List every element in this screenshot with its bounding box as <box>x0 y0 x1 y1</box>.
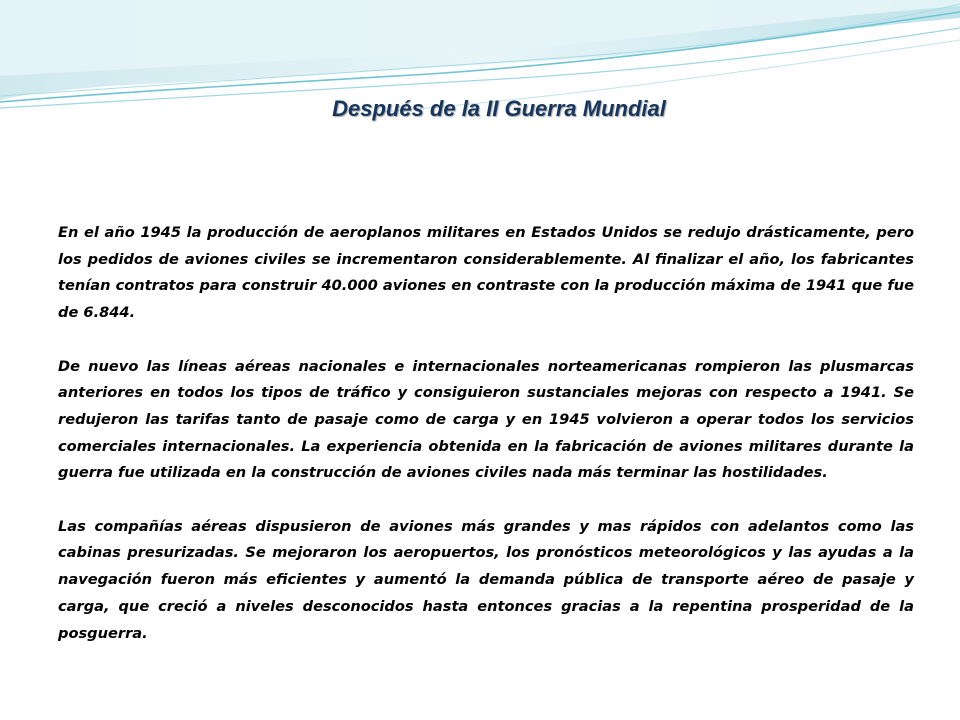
slide-body <box>58 220 914 647</box>
slide-title: Después de la II Guerra Mundial <box>332 96 666 121</box>
paragraph: Las compañías aéreas dispusieron de aviones más grandes y mas rápidos con adelantos como las cabinas presurizadas. Se mejoraron los aeropuertos, los pronósticos meteorológicos y las ayudas a la navegación fueron más eficientes y aumentó la demanda pública de transporte aéreo de pasaje y carga, que creció a niveles desconocidos hasta entonces gracias a la repentina prosperidad de la posguerra. <box>58 517 914 642</box>
paragraph: De nuevo las líneas aéreas nacionales e internacionales norteamericanas rompieron las plusmarcas anteriores en todos los tipos de tráfico y consiguieron sustanciales mejoras con respecto a 1941. Se redujeron las tarifas tanto de pasaje como de carga y en 1945 volvieron a operar todos los servicios comerciales internacionales. La experiencia obtenida en la fabricación de aviones militares durante la guerra fue utilizada en la construcción de aviones civiles nada más terminar las hostilidades. <box>58 357 914 482</box>
paragraph: En el año 1945 la producción de aeroplanos militares en Estados Unidos se redujo drásticamente, pero los pedidos de aviones civiles se incrementaron considerablemente. Al finalizar el año, los fabricantes tenían contratos para construir 40.000 aviones en contraste con la producción máxima de 1941 que fue de 6.844. <box>58 224 914 322</box>
